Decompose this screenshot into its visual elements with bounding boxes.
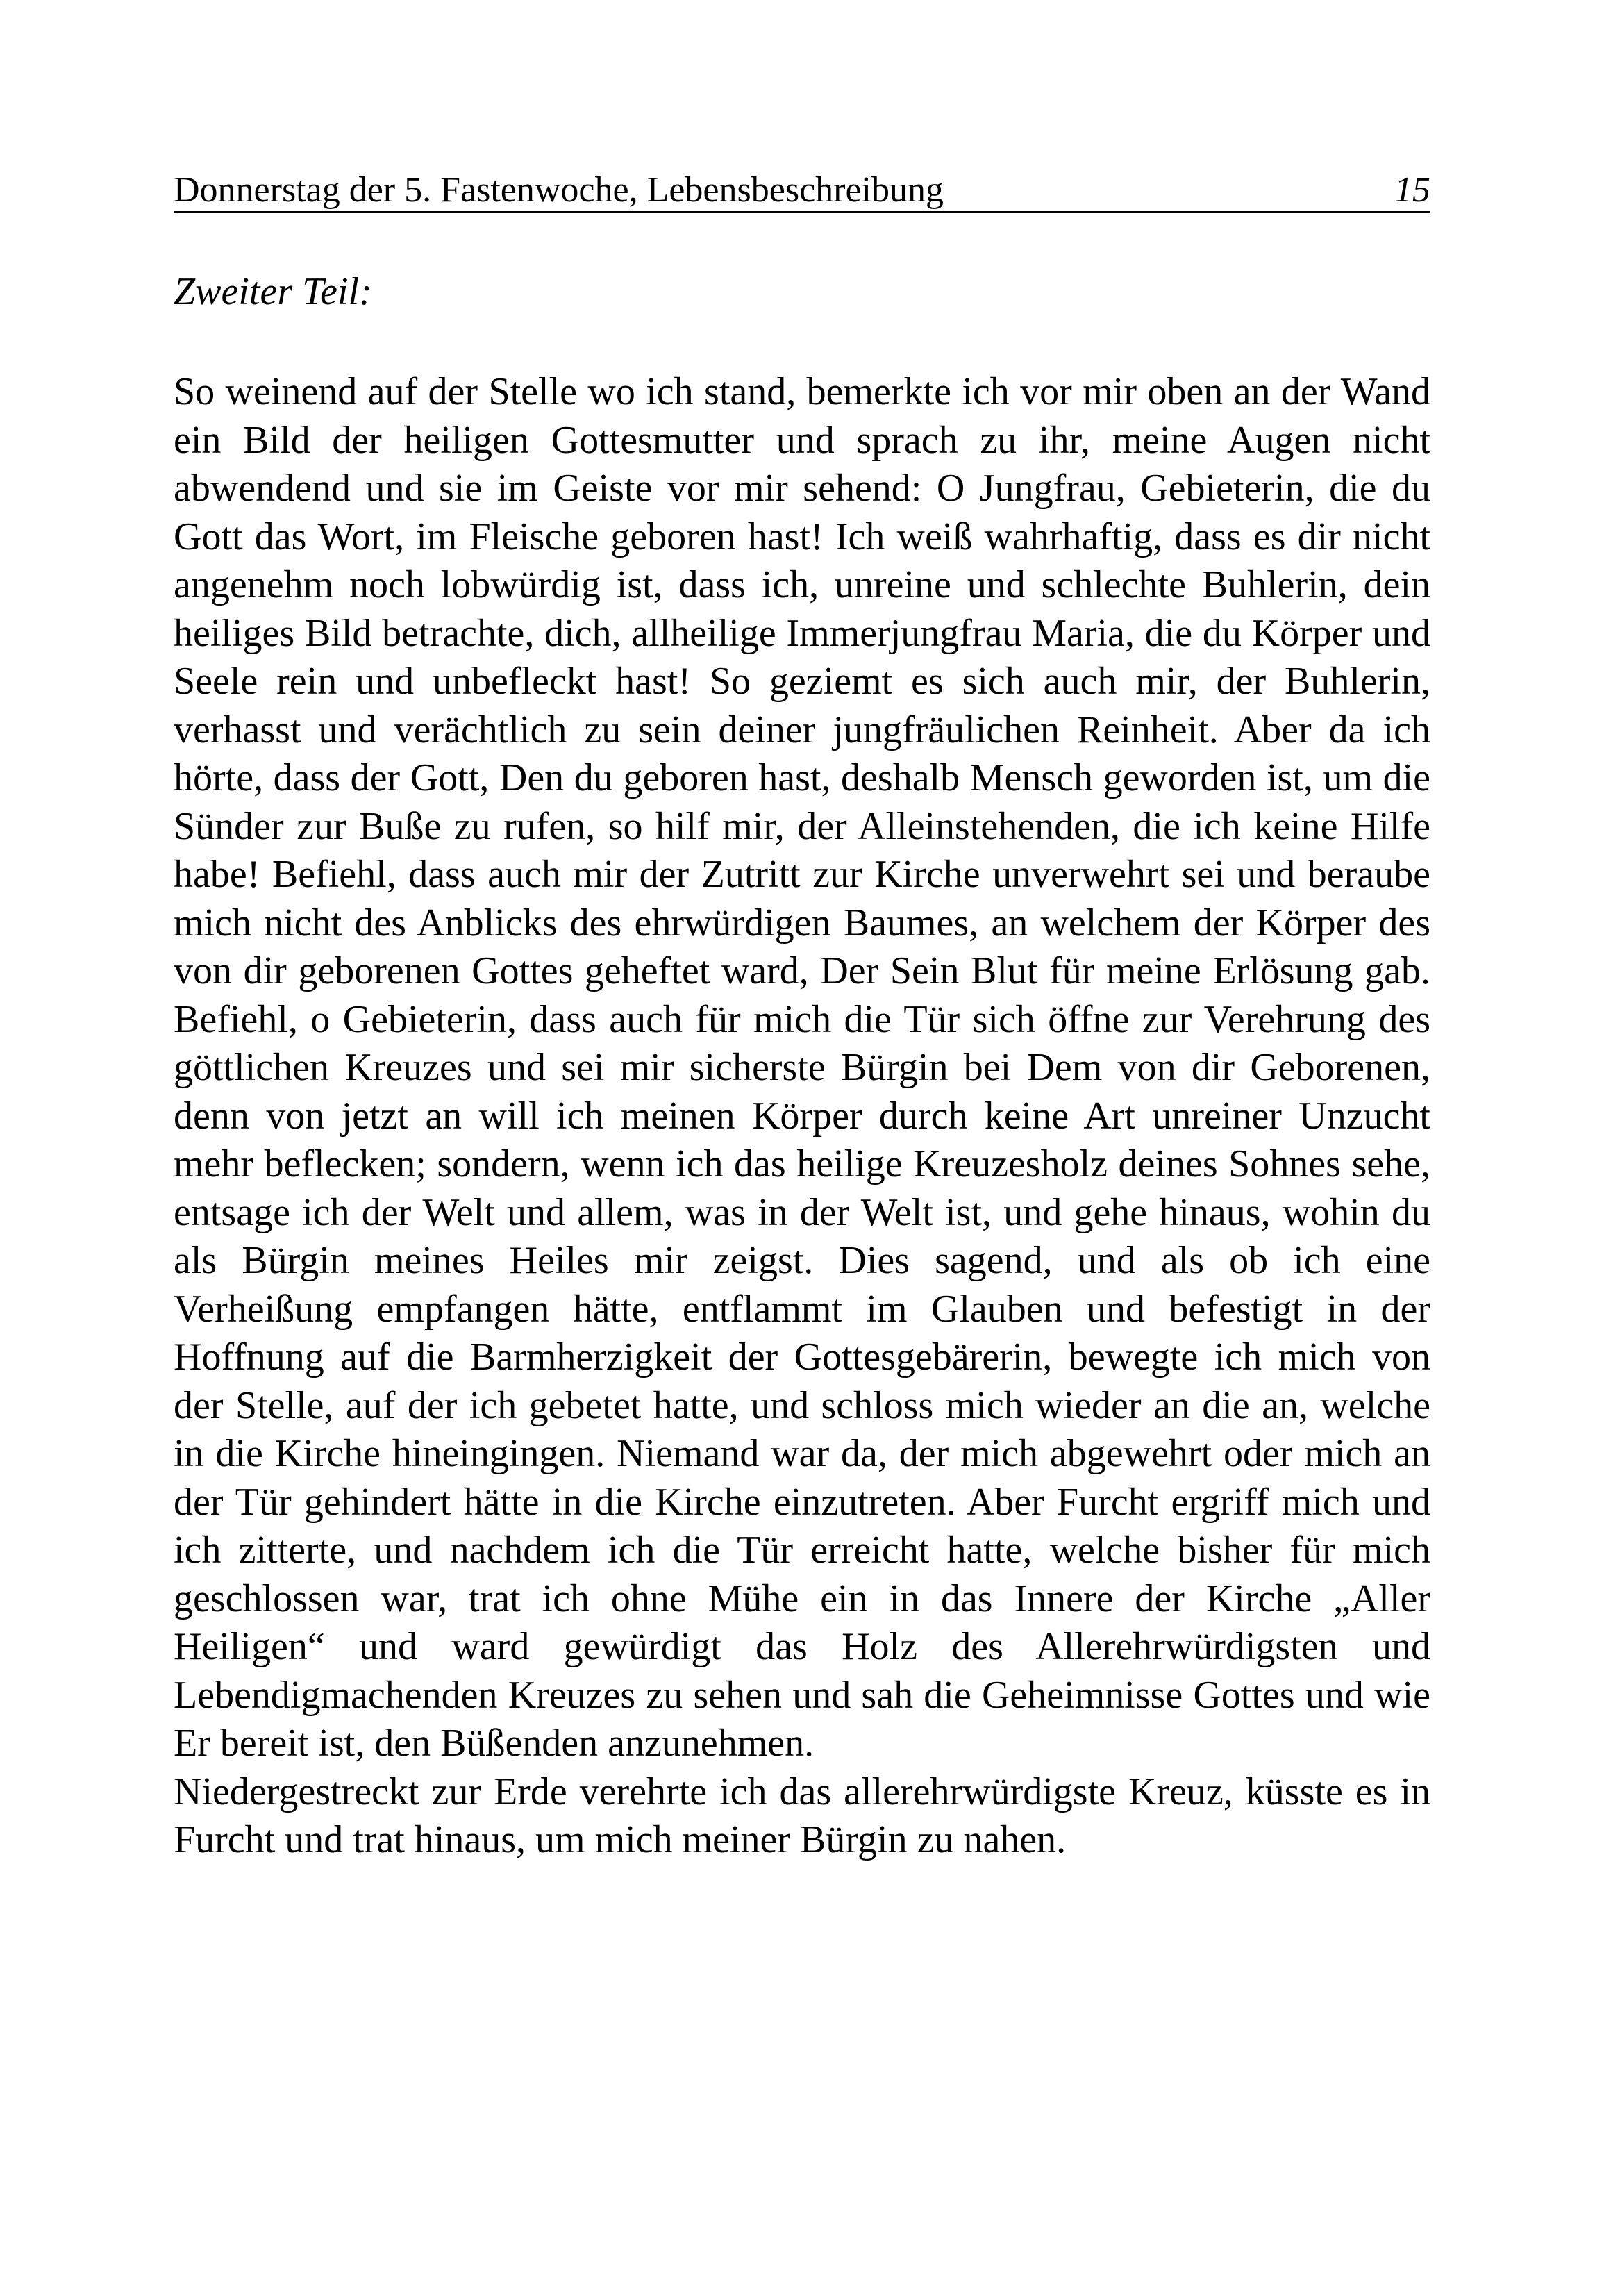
body-text	[174, 368, 1430, 1865]
paragraph: So weinend auf der Stelle wo ich stand, bemerkte ich vor mir oben an der Wand ein Bild der heiligen Gottesmutter und sprach zu ihr, meine Augen nicht abwendend und sie im Geiste vor mir sehend: O Jungfrau, Gebieterin, die du Gott das Wort, im Fleische geboren hast! Ich weiß wahrhaftig, dass es dir nicht angenehm noch lobwürdig ist, dass ich, unreine und schlechte Buhlerin, dein heiliges Bild betrachte, dich, allheilige Immerjungfrau Maria, die du Körper und Seele rein und unbefleckt hast! So geziemt es sich auch mir, der Buhlerin, verhasst und verächtlich zu sein deiner jungfräulichen Reinheit. Aber da ich hörte, dass der Gott, Den du geboren hast, deshalb Mensch geworden ist, um die Sünder zur Buße zu rufen, so hilf mir, der Alleinstehenden, die ich keine Hilfe habe! Befiehl, dass auch mir der Zutritt zur Kirche unverwehrt sei und beraube mich nicht des Anblicks des ehrwürdigen Baumes, an welchem der Körper des von dir geborenen Gottes geheftet ward, Der Sein Blut für meine Erlösung gab. Befiehl, o Gebieterin, dass auch für mich die Tür sich öffne zur Verehrung des göttlichen Kreuzes und sei mir sicherste Bürgin bei Dem von dir Geborenen, denn von jetzt an will ich meinen Körper durch keine Art unreiner Unzucht mehr beflecken; sondern, wenn ich das heilige Kreuzesholz deines Sohnes sehe, entsage ich der Welt und allem, was in der Welt ist, und gehe hinaus, wohin du als Bürgin meines Heiles mir zeigst. Dies sagend, und als ob ich eine Verheißung empfangen hätte, entflammt im Glauben und befestigt in der Hoffnung auf die Barmherzigkeit der Gottesgebärerin, bewegte ich mich von der Stelle, auf der ich gebetet hatte, und schloss mich wieder an die an, welche in die Kirche hineingingen. Niemand war da, der mich abgewehrt oder mich an der Tür gehindert hätte in die Kirche einzutreten. Aber Furcht ergriff mich und ich zitterte, und nachdem ich die Tür erreicht hatte, welche bisher für mich geschlossen war, trat ich ohne Mühe ein in das Innere der Kirche „Aller Heiligen“ und ward gewürdigt das Holz des Allerehrwürdigsten und Lebendigmachenden Kreuzes zu sehen und sah die Geheimnisse Gottes und wie Er bereit ist, den Büßenden anzunehmen.	[174, 370, 1430, 1765]
page-number: 15	[1394, 170, 1430, 210]
running-title: Donnerstag der 5. Fastenwoche, Lebensbeschreibung	[174, 170, 944, 210]
page-header	[174, 165, 1430, 213]
section-heading: Zweiter Teil:	[174, 270, 372, 313]
paragraph: Niedergestreckt zur Erde verehrte ich das allerehrwürdigste Kreuz, küsste es in Furcht und trat hinaus, um mich meiner Bürgin zu nahen.	[174, 1770, 1430, 1861]
